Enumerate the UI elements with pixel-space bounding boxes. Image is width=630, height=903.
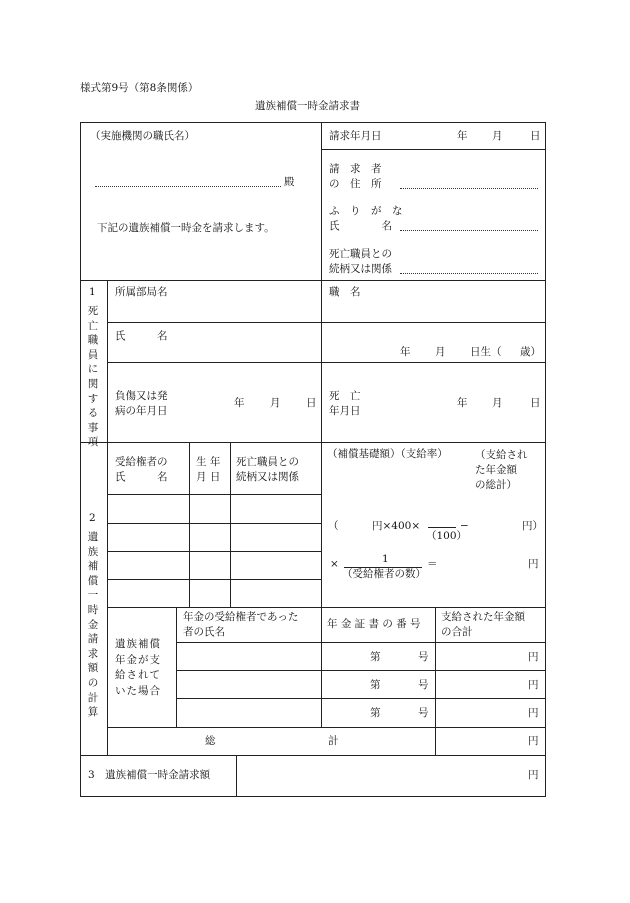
claimant-address-line[interactable] — [400, 188, 538, 189]
relation-line[interactable] — [400, 273, 538, 274]
section3-yen: 円 — [528, 769, 539, 781]
furigana-name-label: ふ り が な 氏 名 — [329, 205, 403, 232]
death-day: 日 — [530, 397, 541, 409]
cert-row-yen: 円 — [528, 651, 539, 663]
cert-row-yen: 円 — [528, 679, 539, 691]
death-month: 月 — [492, 397, 503, 409]
section2-number: 2 — [89, 512, 96, 524]
calc-fraction-denominator: （受給権者の数） — [342, 568, 426, 580]
section1-vertical-label: 死亡職員に関する事項 — [87, 305, 99, 449]
calc-header-basis-rate: （補償基礎額）（支給率） — [327, 448, 448, 460]
deceased-name-label: 氏 名 — [115, 330, 168, 342]
section3-label: 3 遺族補償一時金請求額 — [88, 769, 211, 781]
calc-minus: − — [460, 520, 469, 532]
request-date-month: 月 — [492, 130, 503, 142]
calc-equals: ＝ — [427, 558, 438, 570]
job-label: 職 名 — [329, 286, 361, 298]
total-label-left: 総 — [205, 735, 216, 747]
injury-year: 年 — [234, 397, 245, 409]
request-text: 下記の遺族補償一時金を請求します。 — [97, 222, 275, 234]
request-date-day: 日 — [530, 130, 541, 142]
injury-date-label: 負傷又は発 病の年月日 — [115, 390, 168, 417]
relation-label: 死亡職員との 続柄又は関係 — [329, 248, 392, 275]
cert-number-header: 年 金 証 書 の 番 号 — [327, 618, 421, 630]
section2-vertical-label: 遺族補償一時金請求額の計算 — [87, 531, 99, 719]
org-name-line[interactable] — [95, 186, 281, 187]
birth-year: 年 — [400, 346, 411, 358]
birth-month: 月 — [435, 346, 446, 358]
dono-suffix: 殿 — [284, 176, 295, 188]
pension-holder-header: 年金の受給権者であった 者の氏名 — [183, 611, 299, 638]
form-number: 様式第9号（第8条関係） — [80, 82, 199, 94]
calc-times: × — [330, 558, 339, 570]
pension-case-label: 遺族補償 年金が支 給されて いた場合 — [115, 638, 161, 697]
form-title: 遺族補償一時金請求書 — [255, 100, 360, 112]
total-label-right: 計 — [328, 735, 339, 747]
claimant-address-label: 請 求 者 の 住 所 — [329, 163, 382, 190]
calc-fraction-numerator: 1 — [382, 553, 389, 565]
paid-total-header: 支給された年金額 の合計 — [441, 611, 525, 638]
total-yen: 円 — [528, 735, 539, 747]
request-date-year: 年 — [457, 130, 468, 142]
cert-row-dai: 第 — [370, 707, 381, 719]
cert-row-yen: 円 — [528, 707, 539, 719]
birth-day: 日生（ — [470, 346, 502, 358]
birth-age: 歳） — [520, 346, 541, 358]
death-date-label: 死 亡 年月日 — [329, 390, 361, 417]
calc-result-yen: 円 — [528, 558, 539, 570]
death-year: 年 — [457, 397, 468, 409]
org-label: （実施機関の職氏名） — [90, 130, 195, 142]
cert-row-go: 号 — [418, 679, 429, 691]
request-date-label: 請求年月日 — [329, 130, 382, 142]
calc-yen-close: 円） — [522, 520, 543, 532]
injury-day: 日 — [306, 397, 317, 409]
calc-rate-denominator: （100） — [426, 530, 468, 542]
calc-header-paid-total: （支給され た年金額 の総計） — [475, 449, 528, 491]
cert-row-dai: 第 — [370, 679, 381, 691]
calc-rate-fraction-bar — [428, 527, 456, 528]
claimant-name-line[interactable] — [400, 230, 538, 231]
injury-month: 月 — [270, 397, 281, 409]
cert-row-dai: 第 — [370, 651, 381, 663]
cert-row-go: 号 — [418, 651, 429, 663]
recipient-birth-header: 生 年 月 日 — [196, 456, 221, 483]
calc-open-paren: （ — [328, 520, 339, 532]
section1-number: 1 — [89, 286, 96, 298]
recipient-relation-header: 死亡職員との 続柄又は関係 — [236, 456, 299, 483]
dept-label: 所属部局名 — [115, 286, 168, 298]
recipient-name-header: 受給権者の 氏 名 — [115, 456, 168, 483]
calc-yen-times-400: 円×400× — [372, 520, 421, 532]
cert-row-go: 号 — [418, 707, 429, 719]
